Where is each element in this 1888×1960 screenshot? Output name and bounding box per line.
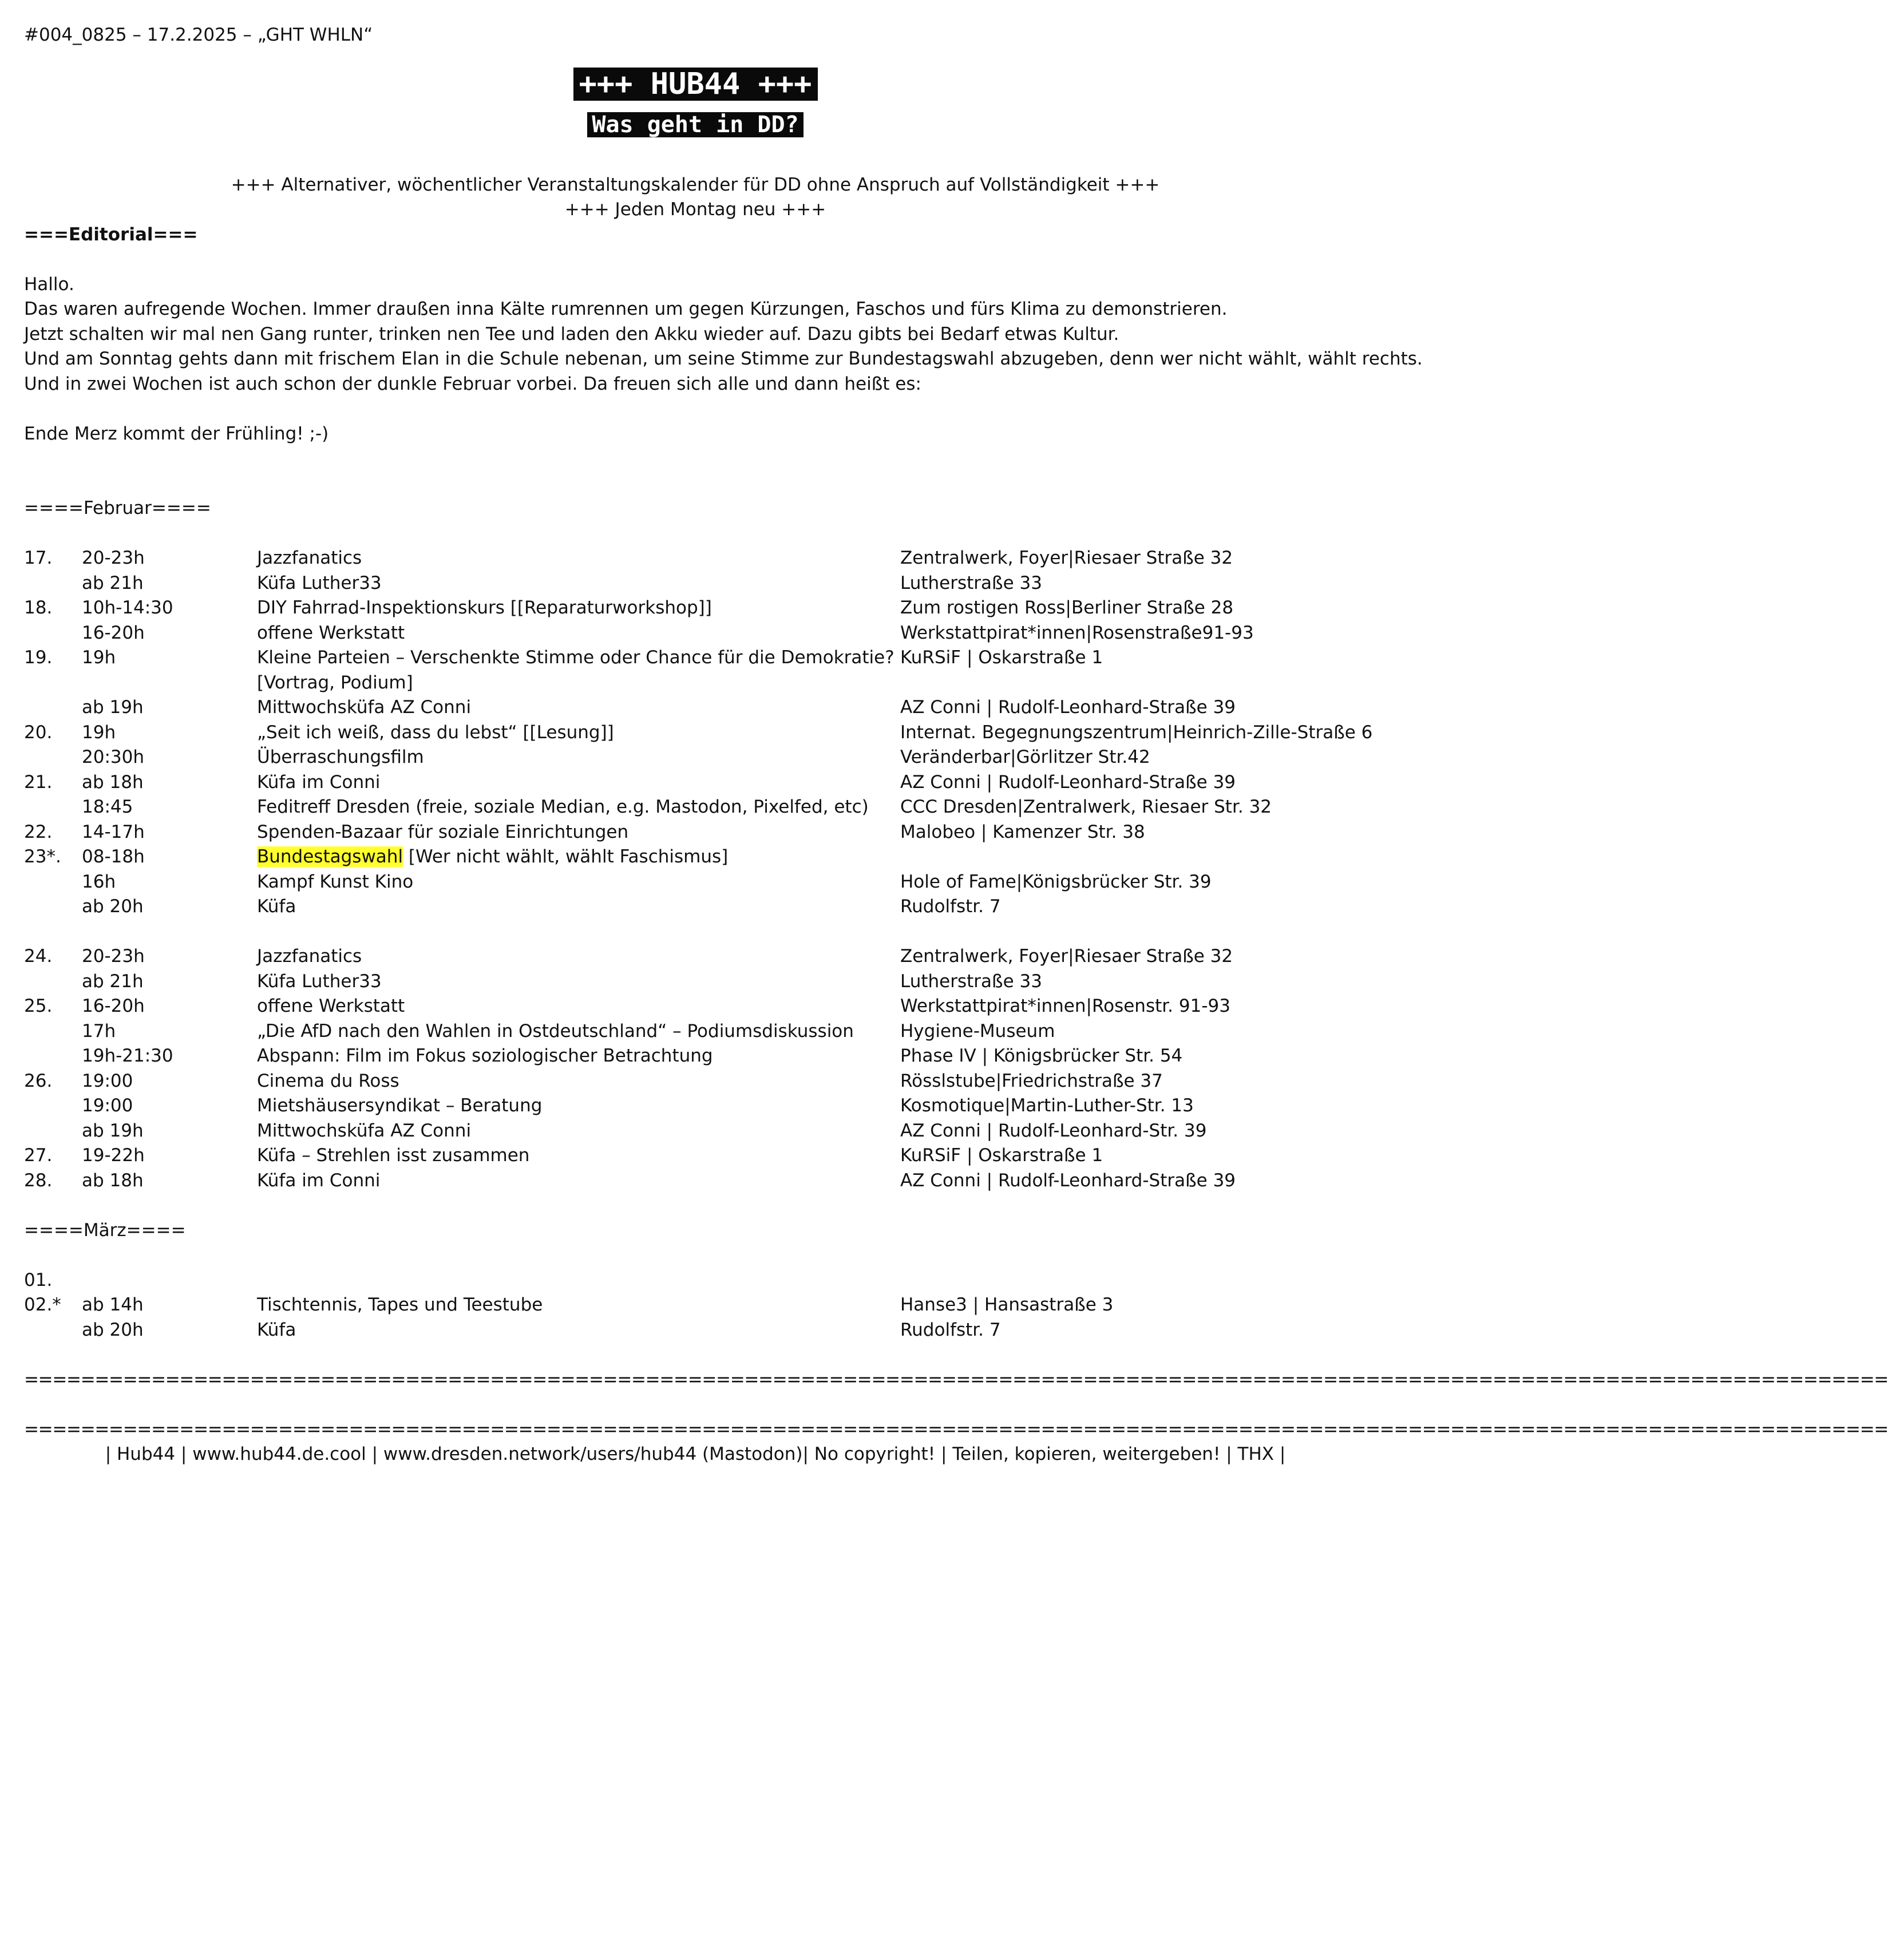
event-title: Überraschungsfilm bbox=[257, 747, 424, 767]
event-row bbox=[24, 571, 1367, 596]
event-title-cell bbox=[257, 770, 380, 795]
event-title: Kleine Parteien – Verschenkte Stimme oder Chance für die Demokratie? bbox=[257, 647, 894, 668]
event-row bbox=[24, 820, 1367, 845]
event-time: 17h bbox=[82, 1020, 116, 1042]
event-day: 19. bbox=[24, 647, 53, 668]
event-time: 20:30h bbox=[82, 747, 144, 767]
event-title: DIY Fahrrad-Inspektionskurs [[Reparaturworkshop]] bbox=[257, 597, 712, 618]
intro-line: +++ Jeden Montag neu +++ bbox=[564, 199, 826, 220]
event-title: Küfa Luther33 bbox=[257, 971, 382, 992]
march-event-list bbox=[24, 1268, 1367, 1343]
event-title-cell bbox=[257, 546, 362, 571]
event-time: 19-22h bbox=[82, 1145, 145, 1166]
event-day: 02.* bbox=[24, 1294, 61, 1315]
event-title: Küfa bbox=[257, 1319, 296, 1340]
event-day: 20. bbox=[24, 722, 53, 743]
event-row bbox=[24, 1094, 1367, 1119]
event-title-cell bbox=[257, 621, 405, 646]
footer-rule: ==================================================================================================================================== bbox=[24, 1419, 1888, 1440]
event-row bbox=[24, 1044, 1367, 1069]
event-place: CCC Dresden|Zentralwerk, Riesaer Str. 32 bbox=[900, 797, 1272, 817]
event-title-cell bbox=[257, 1094, 542, 1119]
event-time: 19h bbox=[82, 647, 116, 668]
event-place: Lutherstraße 33 bbox=[900, 971, 1042, 992]
event-title: Mietshäusersyndikat – Beratung bbox=[257, 1095, 543, 1116]
event-title-cell bbox=[257, 1069, 399, 1094]
event-title: Küfa bbox=[257, 896, 296, 917]
footer-text: | Hub44 | www.hub44.de.cool | www.dresden.network/users/hub44 (Mastodon)| No copyright! | Teilen, kopieren, weitergeben! | THX | bbox=[105, 1444, 1286, 1464]
event-row bbox=[24, 1069, 1367, 1094]
event-day: 24. bbox=[24, 946, 53, 967]
event-title: offene Werkstatt bbox=[257, 996, 405, 1016]
february-event-list bbox=[24, 944, 1367, 1193]
event-place: Rösslstube|Friedrichstraße 37 bbox=[900, 1070, 1163, 1091]
event-title-cell bbox=[257, 745, 424, 770]
event-place: AZ Conni | Rudolf-Leonhard-Straße 39 bbox=[900, 771, 1236, 793]
event-time: 16h bbox=[82, 871, 116, 892]
event-title-cell bbox=[257, 1119, 471, 1144]
footer-rule: ==================================================================================================================================== bbox=[24, 1369, 1888, 1390]
event-row bbox=[24, 770, 1367, 795]
event-title: Mittwochsküfa AZ Conni bbox=[257, 697, 472, 718]
event-place: Rudolfstr. 7 bbox=[900, 1319, 1001, 1340]
event-place: Phase IV | Königsbrücker Str. 54 bbox=[900, 1046, 1183, 1066]
event-title-cell bbox=[257, 969, 382, 995]
event-place: Werkstattpirat*innen|Rosenstr. 91-93 bbox=[900, 996, 1230, 1016]
event-place: Zentralwerk, Foyer|Riesaer Straße 32 bbox=[900, 548, 1233, 568]
event-place: Hygiene-Museum bbox=[900, 1020, 1055, 1042]
event-place: Hole of Fame|Königsbrücker Str. 39 bbox=[900, 871, 1212, 892]
event-place: KuRSiF | Oskarstraße 1 bbox=[900, 647, 1103, 668]
event-time: 19:00 bbox=[82, 1095, 133, 1116]
event-title: [Wer nicht wählt, wählt Faschismus] bbox=[403, 846, 729, 867]
event-title: Jazzfanatics bbox=[257, 946, 362, 967]
event-title: „Seit ich weiß, dass du lebst“ [[Lesung]] bbox=[257, 722, 614, 743]
event-row bbox=[24, 745, 1367, 770]
event-place: Rudolfstr. 7 bbox=[900, 896, 1001, 917]
editorial-line: Das waren aufregende Wochen. Immer draußen inna Kälte rumrennen um gegen Kürzungen, Faschos und fürs Klima zu demonstrieren. bbox=[24, 299, 1228, 319]
event-row bbox=[24, 994, 1367, 1019]
event-title: Jazzfanatics bbox=[257, 548, 362, 568]
event-place: AZ Conni | Rudolf-Leonhard-Straße 39 bbox=[900, 1170, 1236, 1191]
editorial-closing: Ende Merz kommt der Frühling! ;-) bbox=[24, 423, 329, 444]
event-title: offene Werkstatt bbox=[257, 622, 405, 643]
month-heading-march: ====März==== bbox=[24, 1219, 186, 1241]
event-time: 16-20h bbox=[82, 622, 145, 643]
event-time: 08-18h bbox=[82, 846, 145, 867]
event-place: Zum rostigen Ross|Berliner Straße 28 bbox=[900, 597, 1234, 618]
event-title: Cinema du Ross bbox=[257, 1070, 399, 1091]
newsletter-page bbox=[24, 23, 1888, 1467]
event-title-highlight: Bundestagswahl bbox=[257, 846, 403, 867]
event-day: 22. bbox=[24, 821, 53, 842]
event-day: 21. bbox=[24, 771, 53, 793]
event-title: Spenden-Bazaar für soziale Einrichtungen bbox=[257, 821, 629, 842]
event-time: 20-23h bbox=[82, 946, 145, 967]
event-place: Hanse3 | Hansastraße 3 bbox=[900, 1294, 1114, 1315]
event-title: Mittwochsküfa AZ Conni bbox=[257, 1120, 472, 1141]
event-place: Kosmotique|Martin-Luther-Str. 13 bbox=[900, 1095, 1194, 1116]
event-title-cell bbox=[257, 795, 869, 820]
event-title-cell bbox=[257, 1143, 529, 1169]
event-title-cell bbox=[257, 894, 296, 920]
event-row bbox=[24, 720, 1373, 746]
event-place: KuRSiF | Oskarstraße 1 bbox=[900, 1145, 1103, 1166]
event-time: ab 21h bbox=[82, 572, 144, 593]
event-place: Werkstattpirat*innen|Rosenstraße91-93 bbox=[900, 622, 1254, 643]
event-title-cell bbox=[257, 646, 894, 695]
event-row bbox=[24, 1169, 1367, 1194]
editorial-line: Und in zwei Wochen ist auch schon der dunkle Februar vorbei. Da freuen sich alle und dann heißt es: bbox=[24, 373, 921, 394]
event-title: „Die AfD nach den Wahlen in Ostdeutschland“ – Podiumsdiskussion bbox=[257, 1020, 854, 1042]
event-row bbox=[24, 1293, 1367, 1318]
editorial-greeting: Hallo. bbox=[24, 274, 74, 295]
event-time: ab 18h bbox=[82, 1170, 144, 1191]
event-time: 19:00 bbox=[82, 1070, 133, 1091]
event-title-cell bbox=[257, 944, 362, 969]
event-time: 14-17h bbox=[82, 821, 145, 842]
event-title-cell bbox=[257, 1318, 296, 1343]
editorial-line: Und am Sonntag gehts dann mit frischem Elan in die Schule nebenan, um seine Stimme zur Bundestagswahl abzugeben, denn wer nicht wählt, wählt rechts. bbox=[24, 349, 1423, 369]
event-day: 01. bbox=[24, 1269, 53, 1290]
event-time: ab 14h bbox=[82, 1294, 144, 1315]
event-row bbox=[24, 1268, 1367, 1293]
event-time: 20-23h bbox=[82, 548, 145, 568]
event-title: Tischtennis, Tapes und Teestube bbox=[257, 1294, 543, 1315]
event-row bbox=[24, 1019, 1367, 1044]
event-title: Kampf Kunst Kino bbox=[257, 871, 414, 892]
event-title-cell bbox=[257, 870, 413, 895]
event-place: Lutherstraße 33 bbox=[900, 572, 1042, 593]
event-title-cell bbox=[257, 571, 382, 596]
event-title: Abspann: Film im Fokus soziologischer Betrachtung bbox=[257, 1046, 713, 1066]
intro-line: +++ Alternativer, wöchentlicher Veranstaltungskalender für DD ohne Anspruch auf Vollständigkeit +++ bbox=[231, 174, 1160, 195]
event-row bbox=[24, 546, 1367, 571]
event-title-cell bbox=[257, 720, 614, 746]
event-title: Küfa Luther33 bbox=[257, 572, 382, 593]
event-title-cell bbox=[257, 1293, 543, 1318]
event-place: Zentralwerk, Foyer|Riesaer Straße 32 bbox=[900, 946, 1233, 967]
event-place: Malobeo | Kamenzer Str. 38 bbox=[900, 821, 1145, 842]
event-row bbox=[24, 795, 1367, 820]
event-row bbox=[24, 1119, 1367, 1144]
event-time: 19h-21:30 bbox=[82, 1046, 173, 1066]
event-title-cell bbox=[257, 1169, 380, 1194]
newsletter-subtitle: Was geht in DD? bbox=[587, 112, 803, 137]
event-time: ab 20h bbox=[82, 896, 144, 917]
event-row bbox=[24, 1143, 1367, 1169]
event-title-cell bbox=[257, 820, 628, 845]
event-day: 18. bbox=[24, 597, 53, 618]
event-day: 27. bbox=[24, 1145, 53, 1166]
event-title-cell bbox=[257, 596, 712, 621]
event-title: Küfa im Conni bbox=[257, 771, 381, 793]
event-place: AZ Conni | Rudolf-Leonhard-Straße 39 bbox=[900, 697, 1236, 718]
event-row bbox=[24, 969, 1367, 995]
event-row bbox=[24, 845, 1367, 870]
event-title: Feditreff Dresden (freie, soziale Median, e.g. Mastodon, Pixelfed, etc) bbox=[257, 797, 869, 817]
event-time: 16-20h bbox=[82, 996, 145, 1016]
newsletter-title: +++ HUB44 +++ bbox=[573, 68, 818, 101]
event-place: Internat. Begegnungszentrum|Heinrich-Zille-Straße 6 bbox=[900, 722, 1373, 743]
event-time: ab 19h bbox=[82, 697, 144, 718]
event-place: AZ Conni | Rudolf-Leonhard-Str. 39 bbox=[900, 1120, 1207, 1141]
editorial-line: Jetzt schalten wir mal nen Gang runter, trinken nen Tee und laden den Akku wieder auf. Dazu gibts bei Bedarf etwas Kultur. bbox=[24, 323, 1119, 345]
event-day: 23*. bbox=[24, 846, 61, 867]
event-day: 26. bbox=[24, 1070, 53, 1091]
event-title-cell bbox=[257, 994, 405, 1019]
event-row bbox=[24, 646, 1367, 695]
event-day: 17. bbox=[24, 548, 53, 568]
event-row bbox=[24, 621, 1367, 646]
event-time: ab 21h bbox=[82, 971, 144, 992]
event-row bbox=[24, 944, 1367, 969]
event-row bbox=[24, 894, 1367, 920]
event-time: ab 18h bbox=[82, 771, 144, 793]
event-place: Veränderbar|Görlitzer Str.42 bbox=[900, 747, 1150, 767]
event-title-cell bbox=[257, 845, 728, 870]
event-title-continued: [Vortrag, Podium] bbox=[257, 672, 413, 693]
event-time: ab 19h bbox=[82, 1120, 144, 1141]
event-title: Küfa – Strehlen isst zusammen bbox=[257, 1145, 530, 1166]
event-time: 10h-14:30 bbox=[82, 597, 173, 618]
event-row bbox=[24, 695, 1367, 720]
event-row bbox=[24, 1318, 1367, 1343]
event-row bbox=[24, 870, 1367, 895]
event-title-cell bbox=[257, 695, 471, 720]
editorial-heading: ===Editorial=== bbox=[24, 224, 198, 245]
february-event-list bbox=[24, 546, 1373, 920]
event-time: ab 20h bbox=[82, 1319, 144, 1340]
event-row bbox=[24, 596, 1367, 621]
issue-meta: #004_0825 – 17.2.2025 – „GHT WHLN“ bbox=[24, 25, 373, 45]
event-title: Küfa im Conni bbox=[257, 1170, 381, 1191]
event-day: 28. bbox=[24, 1170, 53, 1191]
event-time: 19h bbox=[82, 722, 116, 743]
month-heading-february: ====Februar==== bbox=[24, 498, 211, 518]
event-title-cell bbox=[257, 1019, 854, 1044]
event-day: 25. bbox=[24, 996, 53, 1016]
event-time: 18:45 bbox=[82, 797, 133, 817]
event-title-cell bbox=[257, 1044, 713, 1069]
